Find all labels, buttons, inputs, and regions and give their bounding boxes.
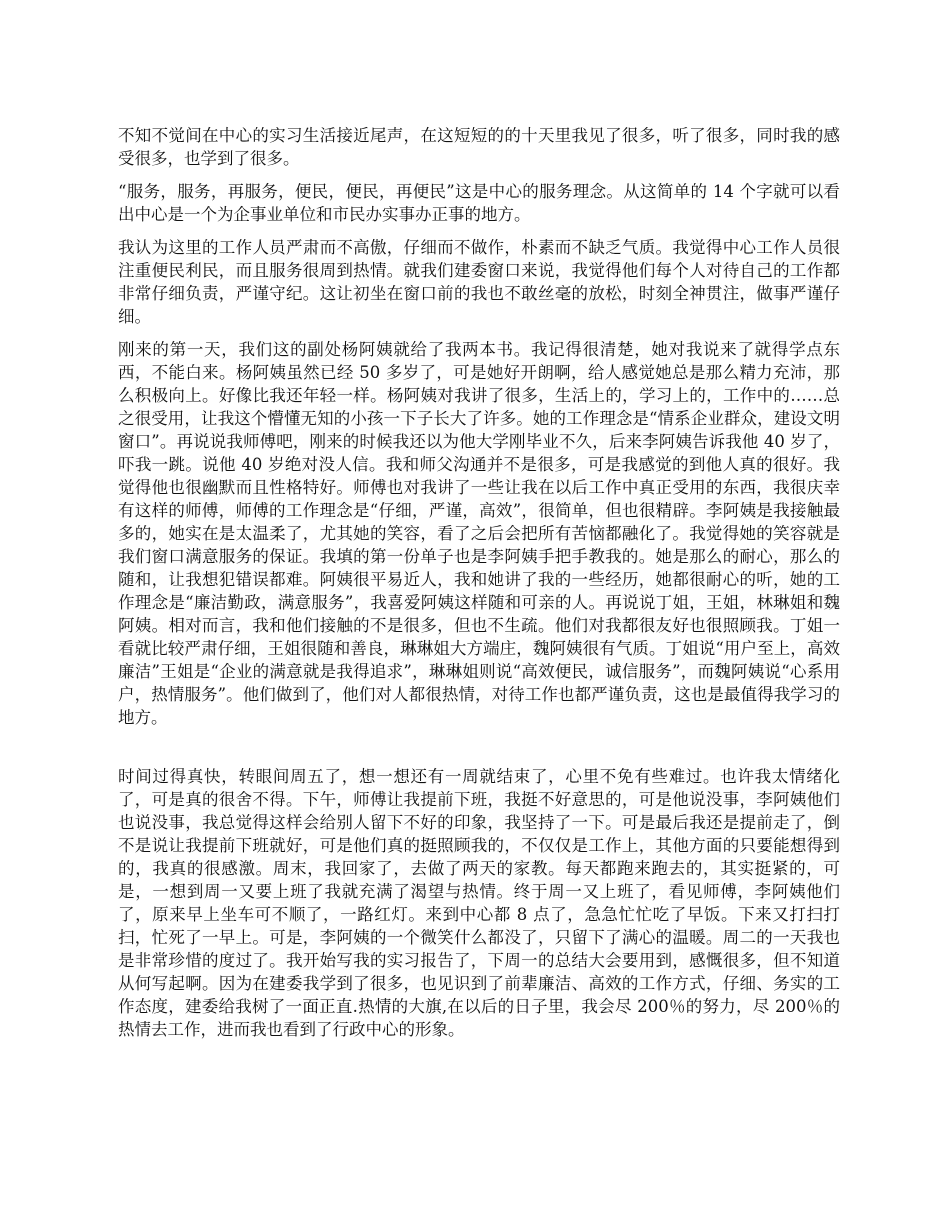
paragraph-service-motto: “服务，服务，再服务，便民，便民，再便民”这是中心的服务理念。从这简单的 14 个字就可以看出中心是一个为企事业单位和市民办实事办正事的地方。 (118, 182, 840, 224)
paragraph-staff-impression: 我认为这里的工作人员严肃而不高傲，仔细而不做作，朴素而不缺乏气质。我觉得中心工作人员很注重便民利民，而且服务很周到热情。就我们建委窗口来说，我觉得他们每个人对待自己的工作都非常仔细负责，严谨守纪。这让初坐在窗口前的我也不敢丝毫的放松，时刻全神贯注，做事严谨仔细。 (118, 238, 840, 326)
paragraph-intro: 不知不觉间在中心的实习生活接近尾声，在这短短的的十天里我见了很多，听了很多，同时我的感受很多，也学到了很多。 (118, 126, 840, 168)
document-body (118, 124, 840, 1051)
paragraph-time-passing: 时间过得真快，转眼间周五了，想一想还有一周就结束了，心里不免有些难过。也许我太情绪化了，可是真的很舍不得。下午，师傅让我提前下班，我挺不好意思的，可是他说没事，李阿姨他们也说没事，我总觉得这样会给别人留下不好的印象，我坚持了一下。可是最后我还是提前走了，倒不是说让我提前下班就好，可是他们真的挺照顾我的，不仅仅是工作上，其他方面的只要能想得到的，我真的很感激。周末，我回家了，去做了两天的家教。每天都跑来跑去的，其实挺紧的，可是，一想到周一又要上班了我就充满了渴望与热情。终于周一又上班了，看见师傅，李阿姨他们了，原来早上坐车可不顺了，一路红灯。来到中心都 8 点了，急急忙忙吃了早饭。下来又打扫打扫，忙死了一早上。可是，李阿姨的一个微笑什么都没了，只留下了满心的温暖。周二的一天我也是非常珍惜的度过了。我开始写我的实习报告了，下周一的总结大会要用到，感慨很多，但不知道从何写起啊。因为在建委我学到了很多，也见识到了前辈廉洁、高效的工作方式，仔细、务实的工作态度，建委给我树了一面正直.热情的大旗,在以后的日子里，我会尽 200％的努力，尽 200％的热情去工作，进而我也看到了行政中心的形象。 (118, 767, 840, 1039)
paragraph-colleagues: 刚来的第一天，我们这的副处杨阿姨就给了我两本书。我记得很清楚，她对我说来了就得学点东西，不能白来。杨阿姨虽然已经 50 多岁了，可是她好开朗啊，给人感觉她总是那么精力充沛，那么积极向上。好像比我还年轻一样。杨阿姨对我讲了很多，生活上的，学习上的，工作中的……总之很受用，让我这个懵懂无知的小孩一下子长大了许多。她的工作理念是“情系企业群众，建设文明窗口”。再说说我师傅吧，刚来的时候我还以为他大学刚毕业不久，后来李阿姨告诉我他 40 岁了，吓我一跳。说他 40 岁绝对没人信。我和师父沟通并不是很多，可是我感觉的到他人真的很好。我觉得他也很幽默而且性格特好。师傅也对我讲了一些让我在以后工作中真正受用的东西，我很庆幸有这样的师傅，师傅的工作理念是“仔细，严谨，高效”，很简单，但也很精辟。李阿姨是我接触最多的，她实在是太温柔了，尤其她的笑容，看了之后会把所有苦恼都融化了。我觉得她的笑容就是我们窗口满意服务的保证。我填的第一份单子也是李阿姨手把手教我的。她是那么的耐心，那么的随和，让我想犯错误都难。阿姨很平易近人，我和她讲了我的一些经历，她都很耐心的听，她的工作理念是“廉洁勤政，满意服务”，我喜爱阿姨这样随和可亲的人。再说说丁姐，王姐，林琳姐和魏阿姨。相对而言，我和他们接触的不是很多，但也不生疏。他们对我都很友好也很照顾我。丁姐一看就比较严肃仔细，王姐很随和善良，琳琳姐大方端庄，魏阿姨很有气质。丁姐说“用户至上，高效廉洁”王姐是“企业的满意就是我得追求”，琳琳姐则说“高效便民，诚信服务”，而魏阿姨说“心系用户，热情服务”。他们做到了，他们对人都很热情，对待工作也都严谨负责，这也是最值得我学习的地方。 (118, 340, 840, 727)
